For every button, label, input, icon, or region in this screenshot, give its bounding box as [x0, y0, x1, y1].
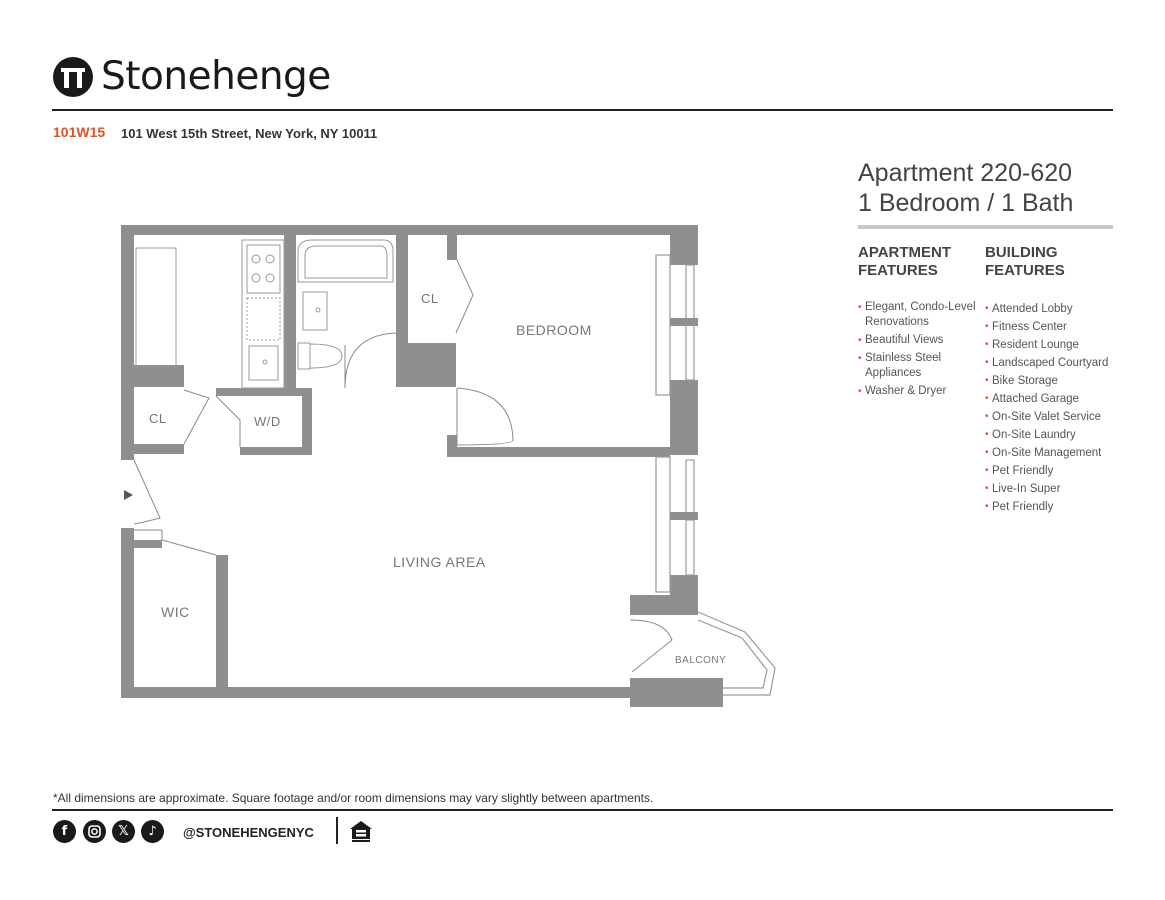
- footer-divider-rule: [52, 809, 1113, 811]
- social-handle[interactable]: @STONEHENGENYC: [183, 825, 314, 840]
- floor-plan: [100, 215, 800, 725]
- apartment-features-list: [858, 300, 982, 402]
- tiktok-icon[interactable]: ♪: [141, 820, 164, 843]
- brand-name: Stonehenge: [101, 54, 331, 99]
- list-item: • On-Site Valet Service: [985, 408, 1120, 426]
- list-item: • Beautiful Views: [858, 333, 982, 348]
- disclaimer: *All dimensions are approximate. Square footage and/or room dimensions may vary slightly between apartments.: [53, 791, 654, 805]
- apartment-subtitle: 1 Bedroom / 1 Bath: [858, 189, 1074, 217]
- header-divider: [52, 109, 1113, 111]
- list-item: • Attached Garage: [985, 390, 1120, 408]
- fixtures: [136, 240, 393, 388]
- list-item: • Attended Lobby: [985, 300, 1120, 318]
- facebook-icon[interactable]: f: [53, 820, 76, 843]
- balcony-label: BALCONY: [675, 655, 727, 666]
- list-item: • Fitness Center: [985, 318, 1120, 336]
- list-item: • Pet Friendly: [985, 498, 1120, 516]
- living-area-label: LIVING AREA: [393, 554, 486, 570]
- list-item: • Elegant, Condo-Level Renovations: [858, 300, 982, 330]
- apartment-title: Apartment 220-620: [858, 159, 1073, 187]
- footer-divider: [336, 817, 338, 844]
- washer-dryer-label: W/D: [254, 414, 281, 429]
- bedroom-label: BEDROOM: [516, 322, 592, 338]
- entry-arrow-icon: [124, 490, 133, 500]
- building-address: 101 West 15th Street, New York, NY 10011: [121, 126, 378, 141]
- stonehenge-logo-icon: [52, 56, 94, 98]
- list-item: • Live-In Super: [985, 480, 1120, 498]
- wic-label: WIC: [161, 604, 190, 620]
- equal-housing-opportunity-icon: [349, 819, 373, 843]
- building-features-list: [985, 300, 1120, 516]
- list-item: • Landscaped Courtyard: [985, 354, 1120, 372]
- closet-entry-label: CL: [149, 411, 167, 426]
- list-item: • Bike Storage: [985, 372, 1120, 390]
- x-icon[interactable]: 𝕏: [112, 820, 135, 843]
- list-item: • Stainless Steel Appliances: [858, 351, 982, 381]
- list-item: • Pet Friendly: [985, 462, 1120, 480]
- list-item: • Resident Lounge: [985, 336, 1120, 354]
- building-code: 101W15: [53, 124, 106, 140]
- instagram-icon[interactable]: [83, 820, 106, 843]
- title-underline: [858, 225, 1113, 229]
- list-item: • On-Site Laundry: [985, 426, 1120, 444]
- list-item: • On-Site Management: [985, 444, 1120, 462]
- apartment-features-heading: APARTMENT FEATURES: [858, 244, 952, 279]
- list-item: • Washer & Dryer: [858, 384, 982, 399]
- building-features-heading: BUILDING FEATURES: [985, 244, 1065, 279]
- closet-bedroom-label: CL: [421, 291, 439, 306]
